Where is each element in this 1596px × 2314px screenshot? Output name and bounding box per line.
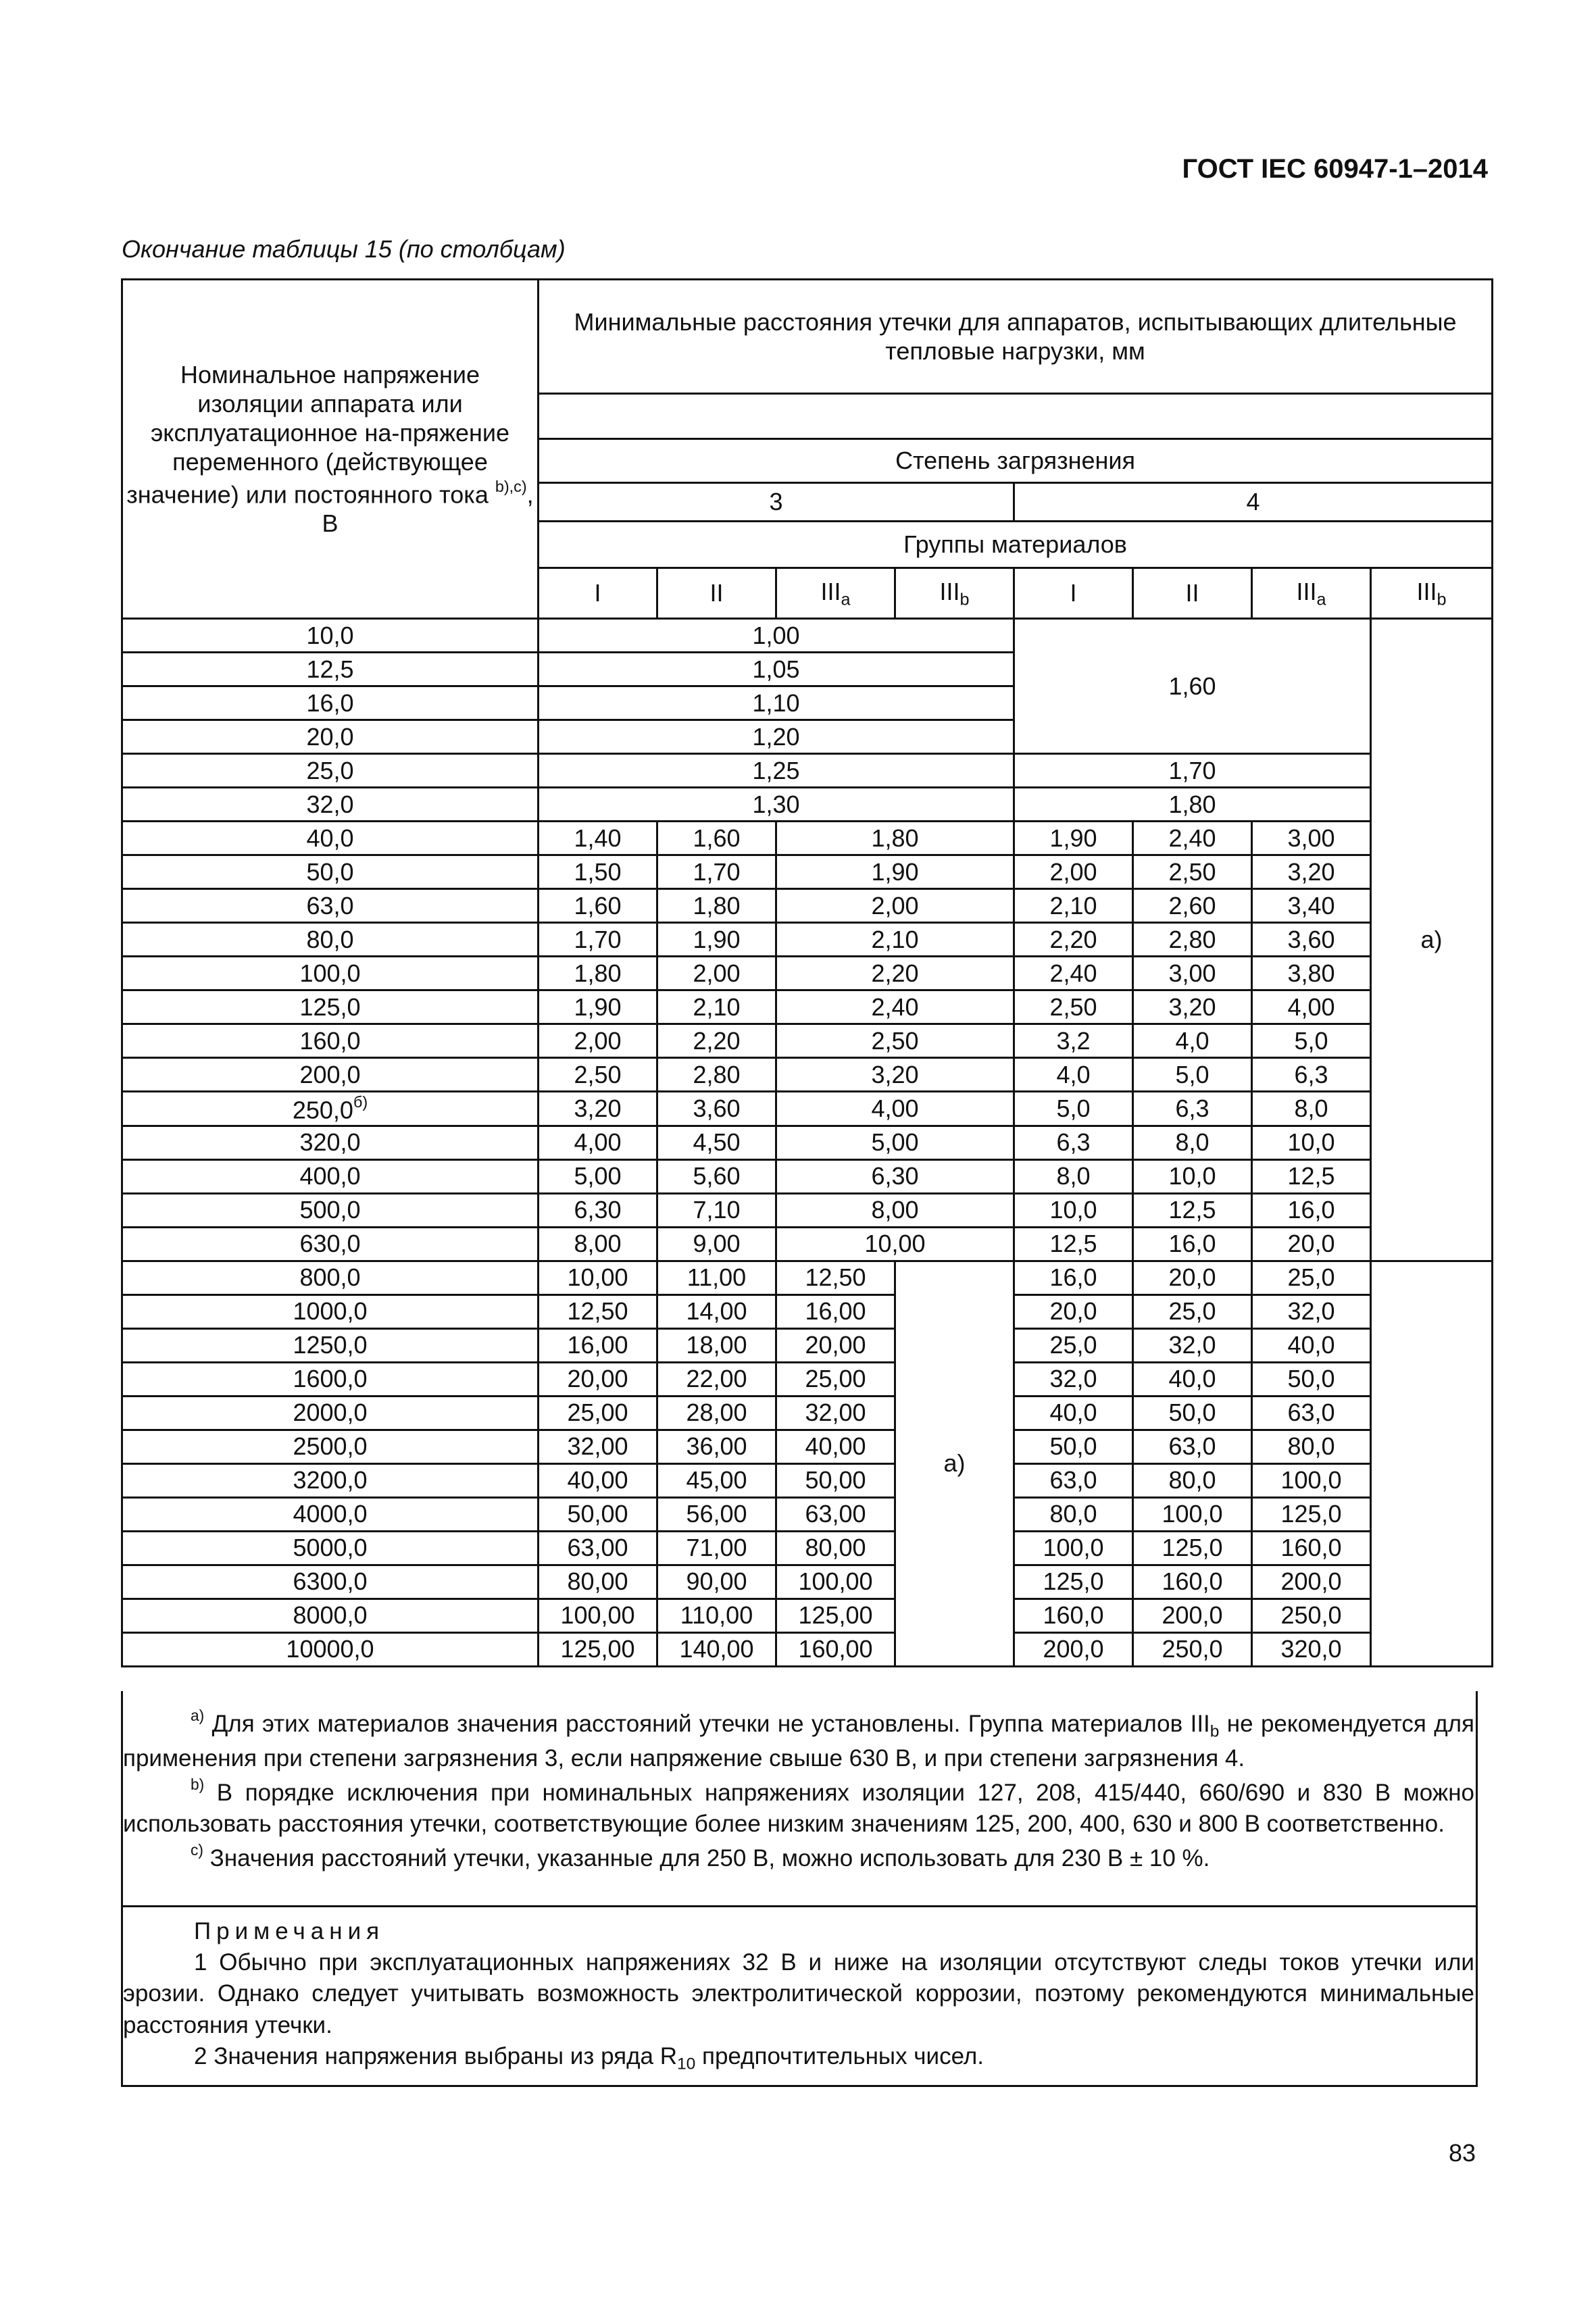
value-cell: 32,0 [1252,1294,1371,1328]
voltage-cell: 1250,0 [122,1328,539,1362]
voltage-cell: 32,0 [122,788,539,822]
value-cell: 1,80 [657,889,776,923]
value-cell: 3,00 [1252,822,1371,855]
value-cell: 2,00 [1014,855,1133,889]
table-row [122,1531,1493,1565]
value-cell-p4: 1,60 [1014,619,1371,754]
voltage-cell: 160,0 [122,1024,539,1058]
value-cell: 7,10 [657,1193,776,1227]
value-cell: 8,0 [1252,1092,1371,1126]
value-cell: 125,0 [1014,1565,1133,1599]
value-cell: 2,10 [657,990,776,1024]
rowhead-cell [122,280,539,619]
material-group-header: I [539,568,657,619]
voltage-cell: 25,0 [122,754,539,788]
value-cell: 8,00 [776,1193,1014,1227]
table-row [122,788,1493,822]
table-row [122,1632,1493,1666]
voltage-cell: 4000,0 [122,1497,539,1531]
value-cell: 200,0 [1014,1632,1133,1666]
value-cell: 16,00 [539,1328,657,1362]
voltage-cell: 125,0 [122,990,539,1024]
voltage-cell: 40,0 [122,822,539,855]
rowhead-text: Номинальное напряжение изоляции аппарата или эксплуатационное на-пряжение переменного (действующее значение) или постоянного тока [126,360,510,508]
value-cell: 25,0 [1133,1294,1252,1328]
value-cell: 6,30 [539,1193,657,1227]
value-cell: 45,00 [657,1463,776,1497]
table-row [122,990,1493,1024]
value-cell: 25,0 [1014,1328,1133,1362]
value-cell: 125,0 [1252,1497,1371,1531]
table-row [122,1396,1493,1430]
material-group-header: II [1133,568,1252,619]
value-cell: 50,00 [776,1463,895,1497]
value-cell-p3: 1,25 [539,754,1014,788]
table-row [122,1092,1493,1126]
value-cell: 2,60 [1133,889,1252,923]
value-cell: 4,00 [1252,990,1371,1024]
value-cell: 18,00 [657,1328,776,1362]
voltage-cell: 8000,0 [122,1599,539,1632]
table-row [122,1565,1493,1599]
table-row [122,1159,1493,1193]
value-cell: 5,00 [776,1126,1014,1159]
value-cell: 20,0 [1014,1294,1133,1328]
value-cell: 25,00 [776,1362,895,1396]
table-caption: Окончание таблицы 15 (по столбцам) [122,235,566,263]
value-cell: 2,20 [657,1024,776,1058]
voltage-cell: 10,0 [122,619,539,653]
value-cell: 10,00 [539,1261,657,1294]
value-cell: 16,00 [776,1294,895,1328]
value-cell: 200,0 [1133,1599,1252,1632]
empty-header-row [539,394,1493,439]
material-group-header: $III_a$ [776,568,895,619]
table-row [122,1261,1493,1294]
table-row [122,855,1493,889]
value-cell: 50,0 [1252,1362,1371,1396]
value-cell: 140,00 [657,1632,776,1666]
value-cell-p3: 1,05 [539,653,1014,686]
voltage-cell: 630,0 [122,1227,539,1261]
value-cell: 20,0 [1133,1261,1252,1294]
value-cell: 80,00 [539,1565,657,1599]
notes-bottom-border [121,2085,1478,2087]
pollution-3: 3 [539,483,1014,522]
value-cell: 32,0 [1133,1328,1252,1362]
value-cell: 8,0 [1133,1126,1252,1159]
value-cell: 20,0 [1252,1227,1371,1261]
value-cell: 50,0 [1133,1396,1252,1430]
footnote-c: $^{c)}$ Значения расстояний утечки, указанные для 250 В, можно использовать для 230 В ± 10 %. [191,1841,1210,1871]
value-cell: 4,50 [657,1126,776,1159]
value-cell: 1,80 [776,822,1014,855]
value-cell: 100,00 [776,1565,895,1599]
voltage-cell: 16,0 [122,686,539,720]
notes-divider [121,1905,1478,1907]
rowhead-sup: b),c) [495,477,527,495]
voltage-cell: 5000,0 [122,1531,539,1565]
voltage-cell: 500,0 [122,1193,539,1227]
value-cell: 20,00 [776,1328,895,1362]
value-cell: 3,2 [1014,1024,1133,1058]
table-row [122,1227,1493,1261]
table-row [122,822,1493,855]
page-number: 83 [1448,2139,1476,2167]
value-cell: 50,00 [539,1497,657,1531]
value-cell: 250,0 [1133,1632,1252,1666]
value-cell: 10,0 [1133,1159,1252,1193]
material-group-header: I [1014,568,1133,619]
value-cell: 90,00 [657,1565,776,1599]
value-cell: 1,60 [539,889,657,923]
value-cell: 5,60 [657,1159,776,1193]
value-cell: 63,00 [776,1497,895,1531]
value-cell: 16,0 [1252,1193,1371,1227]
value-cell: 16,0 [1014,1261,1133,1294]
value-cell: 5,00 [539,1159,657,1193]
groups-label: Группы материалов [539,522,1493,568]
value-cell: 4,0 [1014,1058,1133,1092]
table-row [122,889,1493,923]
value-cell: 28,00 [657,1396,776,1430]
material-group-header: $III_a$ [1252,568,1371,619]
value-cell: 63,0 [1014,1463,1133,1497]
value-cell: 25,00 [539,1396,657,1430]
colhead-title: Минимальные расстояния утечки для аппаратов, испытывающих длительные тепловые нагрузки, мм [539,280,1493,394]
voltage-cell: 320,0 [122,1126,539,1159]
value-cell: 22,00 [657,1362,776,1396]
empty-cell-p4-iiib [1371,1261,1493,1666]
table-row [122,1463,1493,1497]
value-cell: 8,00 [539,1227,657,1261]
value-cell: 2,40 [776,990,1014,1024]
value-cell: 32,00 [776,1396,895,1430]
table-row [122,923,1493,957]
value-cell: 2,40 [1014,957,1133,990]
voltage-cell: 100,0 [122,957,539,990]
value-cell: 80,0 [1133,1463,1252,1497]
value-cell: 40,0 [1014,1396,1133,1430]
value-cell: 3,20 [539,1092,657,1126]
value-cell: 1,60 [657,822,776,855]
value-cell: 56,00 [657,1497,776,1531]
value-cell: 50,0 [1014,1430,1133,1463]
value-cell: 2,10 [1014,889,1133,923]
value-cell: 40,00 [539,1463,657,1497]
footnotes [123,1705,1474,1874]
value-cell: 6,30 [776,1159,1014,1193]
value-cell: 4,0 [1133,1024,1252,1058]
value-cell: 10,00 [776,1227,1014,1261]
table-row [122,1599,1493,1632]
value-cell: 63,0 [1252,1396,1371,1430]
value-cell: 2,00 [539,1024,657,1058]
value-cell: 4,00 [539,1126,657,1159]
value-cell: 12,5 [1252,1159,1371,1193]
voltage-cell: 800,0 [122,1261,539,1294]
material-group-header: $III_b$ [1371,568,1493,619]
value-cell: 160,00 [776,1632,895,1666]
footnote-a: $^{a)}$ Для этих материалов значения расстояний утечки не установлены. Группа материалов $III_b$ не рекомендуется для применения при степени загрязнения 3, если напряжение свыше 630 В, и при степени загрязнения 4. [123,1707,1474,1771]
value-cell: 40,00 [776,1430,895,1463]
voltage-cell: 1600,0 [122,1362,539,1396]
value-cell: 80,00 [776,1531,895,1565]
value-cell: 2,50 [1014,990,1133,1024]
value-cell: 125,00 [776,1599,895,1632]
value-cell: 2,20 [1014,923,1133,957]
voltage-cell: $250,0^{б)}$ [122,1092,539,1126]
note-1: 1 Обычно при эксплуатационных напряжениях 32 В и ниже на изоляции отсутствуют следы токов утечки или эрозии. Однако следует учитывать возможность электролитической коррозии, поэтому рекомендуются минимальные расстояния утечки. [123,1949,1474,2038]
value-cell: 10,0 [1252,1126,1371,1159]
value-cell-p3: 1,20 [539,720,1014,754]
voltage-cell: 63,0 [122,889,539,923]
table-row [122,1058,1493,1092]
value-cell: 3,40 [1252,889,1371,923]
value-cell: 1,90 [776,855,1014,889]
value-cell-p3: 1,10 [539,686,1014,720]
value-cell: 200,0 [1252,1565,1371,1599]
voltage-cell: 2000,0 [122,1396,539,1430]
value-cell: 100,00 [539,1599,657,1632]
note-a-cell-p3-iiib: a) [895,1261,1014,1666]
value-cell: 320,0 [1252,1632,1371,1666]
value-cell: 2,80 [657,1058,776,1092]
table-row [122,1497,1493,1531]
value-cell-p4: 1,70 [1014,754,1371,788]
table-row [122,1430,1493,1463]
footnote-b: $^{b)}$ В порядке исключения при номинальных напряжениях изоляции 127, 208, 415/440, 660/690 и 830 В можно использовать расстояния утечки, соответствующие более низким значениям 125, 200, 400, 630 и 800 В соответственно. [123,1775,1474,1837]
voltage-cell: 400,0 [122,1159,539,1193]
value-cell: 71,00 [657,1531,776,1565]
value-cell: 3,20 [1133,990,1252,1024]
value-cell: 80,0 [1014,1497,1133,1531]
value-cell: 100,0 [1252,1463,1371,1497]
value-cell: 100,0 [1014,1531,1133,1565]
voltage-cell: 80,0 [122,923,539,957]
value-cell: 16,0 [1133,1227,1252,1261]
value-cell: 32,0 [1014,1362,1133,1396]
value-cell: 3,20 [776,1058,1014,1092]
value-cell: 5,0 [1252,1024,1371,1058]
value-cell: 10,0 [1014,1193,1133,1227]
table-row [122,619,1493,653]
value-cell: 6,3 [1252,1058,1371,1092]
value-cell: 63,0 [1133,1430,1252,1463]
value-cell: 2,40 [1133,822,1252,855]
voltage-cell: 12,5 [122,653,539,686]
value-cell: 125,00 [539,1632,657,1666]
value-cell: 5,0 [1133,1058,1252,1092]
value-cell: 250,0 [1252,1599,1371,1632]
note-a-cell-p4-iiib: a) [1371,619,1493,1261]
value-cell: 2,00 [657,957,776,990]
value-cell: 125,0 [1133,1531,1252,1565]
table-row [122,754,1493,788]
value-cell: 2,10 [776,923,1014,957]
value-cell: 12,50 [539,1294,657,1328]
value-cell: 1,90 [657,923,776,957]
table-row [122,1024,1493,1058]
notes-title: Примечания [194,1918,385,1944]
value-cell: 160,0 [1133,1565,1252,1599]
value-cell: 6,3 [1014,1126,1133,1159]
value-cell: 1,90 [1014,822,1133,855]
value-cell: 1,80 [539,957,657,990]
voltage-cell: 200,0 [122,1058,539,1092]
value-cell: 1,70 [657,855,776,889]
voltage-cell: 1000,0 [122,1294,539,1328]
value-cell: 2,50 [776,1024,1014,1058]
notes-block [123,1916,1474,2075]
value-cell: 14,00 [657,1294,776,1328]
table-row [122,1126,1493,1159]
value-cell: 63,00 [539,1531,657,1565]
notes-right-border [1476,1691,1478,2086]
value-cell: 2,20 [776,957,1014,990]
value-cell: 3,60 [657,1092,776,1126]
voltage-cell: 10000,0 [122,1632,539,1666]
value-cell: 5,0 [1014,1092,1133,1126]
value-cell: 2,00 [776,889,1014,923]
value-cell: 2,50 [539,1058,657,1092]
value-cell-p4: 1,80 [1014,788,1371,822]
rowhead-unit: , В [322,480,534,538]
value-cell: 1,40 [539,822,657,855]
value-cell: 4,00 [776,1092,1014,1126]
value-cell: 25,0 [1252,1261,1371,1294]
value-cell: 1,70 [539,923,657,957]
creepage-table [121,278,1493,1667]
note-2: 2 Значения напряжения выбраны из ряда $R_{10}$ предпочтительных чисел. [194,2042,984,2073]
table-row [122,1193,1493,1227]
value-cell: 1,90 [539,990,657,1024]
value-cell-p3: 1,30 [539,788,1014,822]
table-row [122,1362,1493,1396]
value-cell-p3: 1,00 [539,619,1014,653]
voltage-cell: 2500,0 [122,1430,539,1463]
table-row [122,1328,1493,1362]
voltage-cell: 6300,0 [122,1565,539,1599]
value-cell: 20,00 [539,1362,657,1396]
value-cell: 32,00 [539,1430,657,1463]
value-cell: 40,0 [1252,1328,1371,1362]
value-cell: 2,80 [1133,923,1252,957]
value-cell: 3,60 [1252,923,1371,957]
value-cell: 100,0 [1133,1497,1252,1531]
value-cell: 160,0 [1252,1531,1371,1565]
value-cell: 80,0 [1252,1430,1371,1463]
value-cell: 11,00 [657,1261,776,1294]
pollution-4: 4 [1014,483,1493,522]
value-cell: 6,3 [1133,1092,1252,1126]
value-cell: 12,5 [1133,1193,1252,1227]
value-cell: 40,0 [1133,1362,1252,1396]
value-cell: 3,00 [1133,957,1252,990]
voltage-cell: 50,0 [122,855,539,889]
value-cell: 3,20 [1252,855,1371,889]
standard-designation: ГОСТ IEC 60947-1–2014 [1182,154,1488,184]
value-cell: 2,50 [1133,855,1252,889]
value-cell: 8,0 [1014,1159,1133,1193]
value-cell: 36,00 [657,1430,776,1463]
material-group-header: $III_b$ [895,568,1014,619]
voltage-cell: 3200,0 [122,1463,539,1497]
table-row [122,1294,1493,1328]
material-group-header: II [657,568,776,619]
value-cell: 12,50 [776,1261,895,1294]
value-cell: 9,00 [657,1227,776,1261]
table-row [122,957,1493,990]
value-cell: 3,80 [1252,957,1371,990]
value-cell: 1,50 [539,855,657,889]
voltage-cell: 20,0 [122,720,539,754]
value-cell: 160,0 [1014,1599,1133,1632]
pollution-label: Степень загрязнения [539,439,1493,483]
value-cell: 12,5 [1014,1227,1133,1261]
value-cell: 110,00 [657,1599,776,1632]
